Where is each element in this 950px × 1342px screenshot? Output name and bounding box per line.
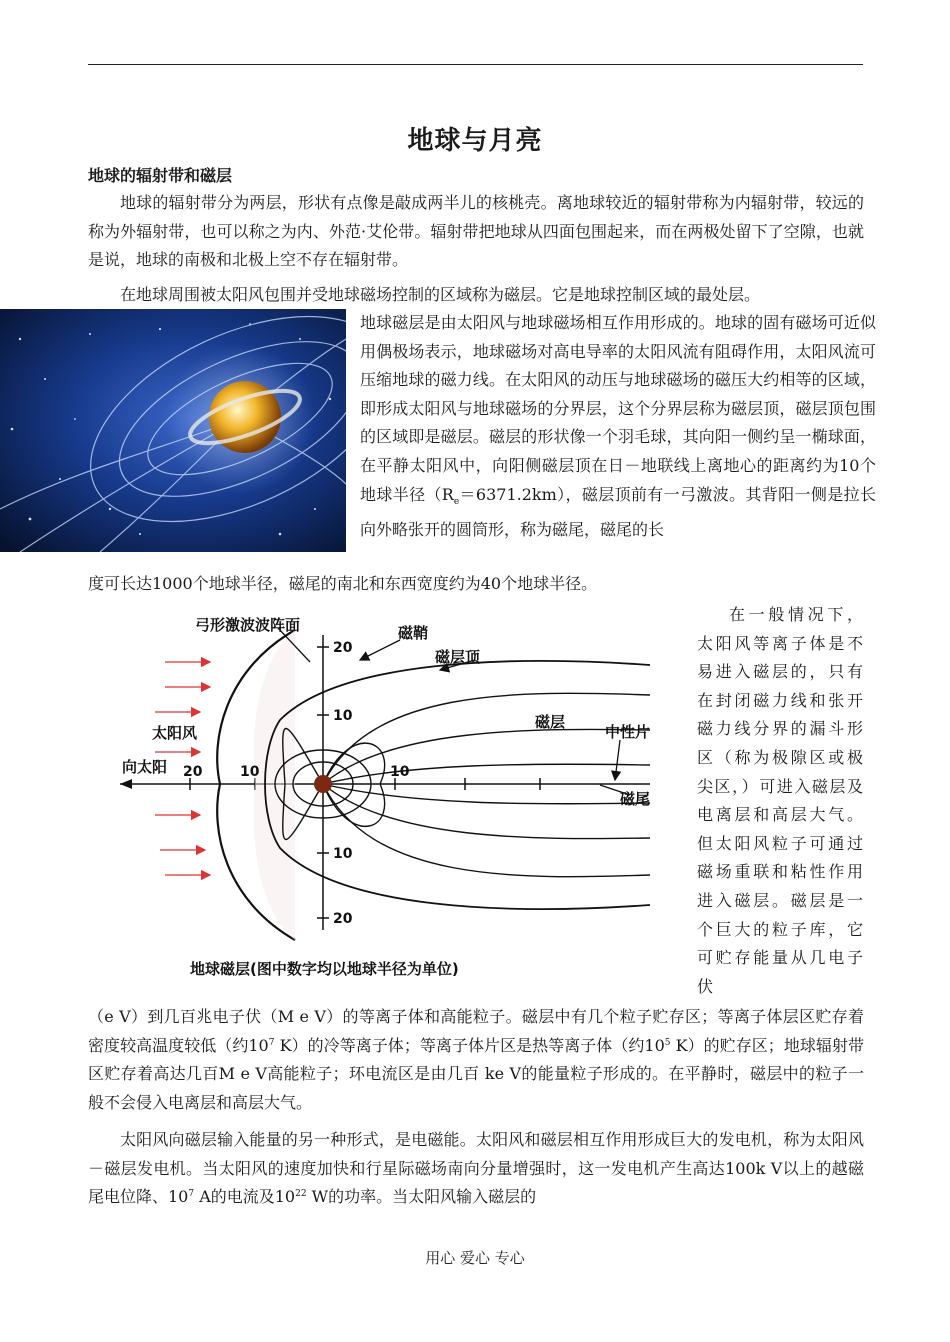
paragraph-magnetosphere-intro	[88, 281, 868, 310]
tick-y-top-20: 20	[333, 640, 353, 656]
diagram-caption: 地球磁层(图中数字均以地球半径为单位)	[190, 960, 459, 978]
paragraph-dynamo	[88, 1126, 864, 1212]
paragraph-text: 地球磁层是由太阳风与地球磁场相互作用形成的。地球的固有磁场可近似用偶极场表示，地球磁场对高电导率的太阳风流有阻碍作用，太阳风流可压缩地球的磁力线。在太阳风的动压与地球磁场的磁压大约相等的区域，即形成太阳风与地球磁场的分界层，这个分界层称为磁层顶，磁层顶包围的区域即是磁层。磁层的形状像一个羽毛球，其向阳一侧约呈一椭球面，在平静太阳风中，向阳侧磁层顶在日－地联线上离地心的距离约为10个地球半径（R	[360, 313, 876, 504]
magnetosphere-photo	[0, 309, 346, 552]
label-sheath: 磁鞘	[398, 624, 429, 642]
paragraph-text-cont: K）的贮存区；地球辐射带区贮存着高达几百M e V高能粒子；环电流区是由几百 ke V的能量粒子形成的。在平静时，磁层中的粒子一般不会侵入电离层和高层大气。	[88, 1035, 864, 1112]
paragraph-text-cont: ＝6371.2km），磁层顶前有一弓激波。其背阳一侧是拉长向外略张开的圆筒形，称为磁尾，磁尾的长	[360, 484, 876, 540]
tick-y-bot-20: 20	[333, 911, 353, 927]
label-magnetopause: 磁层顶	[435, 648, 481, 666]
subscript-e: e	[453, 496, 460, 507]
superscript: 22	[295, 1189, 307, 1200]
paragraph-text-cont: A的电流及10	[194, 1187, 296, 1207]
earth-dot	[314, 775, 332, 793]
paragraph-text: 度可长达1000个地球半径，磁尾的南北和东西宽度约为40个地球半径。	[88, 574, 598, 593]
paragraph-text: 在一般情况下，太阳风等离子体是不易进入磁层的，只有在封闭磁力线和张开磁力线分界的漏斗形区（称为极隙区或极尖区，）可进入磁层及电离层和高层大气。但太阳风粒子可通过磁场重联和粘性作用进入磁层。磁层是一个巨大的粒子库，它可贮存能量从几电子伏	[697, 605, 864, 996]
label-neutral-sheet: 中性片	[605, 723, 651, 741]
tick-y-bot-10: 10	[333, 846, 353, 862]
section-heading: 地球的辐射带和磁层	[88, 166, 233, 185]
paragraph-magnetosphere-body	[360, 309, 876, 545]
tick-x-left-20: 20	[183, 764, 203, 780]
paragraph-text-cont: K）的冷等离子体；等离子体片区是热等离子体（约10	[274, 1035, 665, 1055]
paragraph-text: 太阳风向磁层输入能量的另一种形式，是电磁能。太阳风和磁层相互作用形成巨大的发电机，称为太阳风－磁层发电机。当太阳风的速度加快和行星际磁场南向分量增强时，这一发电机产生高达100k V以上的越磁尾电位降、10	[88, 1130, 864, 1207]
paragraph-plasma-entry	[697, 601, 864, 1001]
tick-x-right-10: 10	[390, 764, 410, 780]
label-to-sun: 向太阳	[122, 758, 168, 776]
superscript: 7	[188, 1189, 195, 1200]
tick-y-top-10: 10	[333, 708, 353, 724]
magnetosphere-photo-graphic	[0, 309, 346, 552]
paragraph-particle-storage	[88, 1003, 864, 1117]
label-magnetosphere: 磁层	[535, 713, 566, 731]
page-footer: 用心 爱心 专心	[425, 1249, 525, 1267]
superscript: 7	[268, 1037, 275, 1048]
magnetosphere-diagram	[110, 600, 670, 988]
label-tail: 磁尾	[620, 790, 651, 808]
superscript: 5	[664, 1037, 671, 1048]
paragraph-text-cont: W的功率。当太阳风输入磁层的	[306, 1187, 537, 1207]
paragraph-text: 在地球周围被太阳风包围并受地球磁场控制的区域称为磁层。它是地球控制区域的最处层。	[120, 285, 761, 304]
paragraph-text: （e V）到几百兆电子伏（M e V）的等离子体和高能粒子。磁层中有几个粒子贮存区；等离子体层区贮存着密度较高温度较低（约10	[88, 1007, 864, 1055]
paragraph-radiation-belts	[88, 189, 864, 275]
page-title: 地球与月亮	[407, 126, 543, 156]
label-bow-shock: 弓形激波波阵面	[195, 616, 301, 634]
paragraph-text: 地球的辐射带分为两层，形状有点像是敲成两半儿的核桃壳。离地球较近的辐射带称为内辐射带，较远的称为外辐射带，也可以称之为内、外范·艾伦带。辐射带把地球从四面包围起来，而在两极处留下了空隙，也就是说，地球的南极和北极上空不存在辐射带。	[88, 193, 864, 270]
header-rule	[88, 64, 863, 65]
magnetosphere-diagram-graphic	[110, 600, 670, 988]
label-solar-wind: 太阳风	[152, 724, 198, 742]
paragraph-magnetotail	[88, 570, 864, 599]
tick-x-left-10: 10	[240, 764, 260, 780]
